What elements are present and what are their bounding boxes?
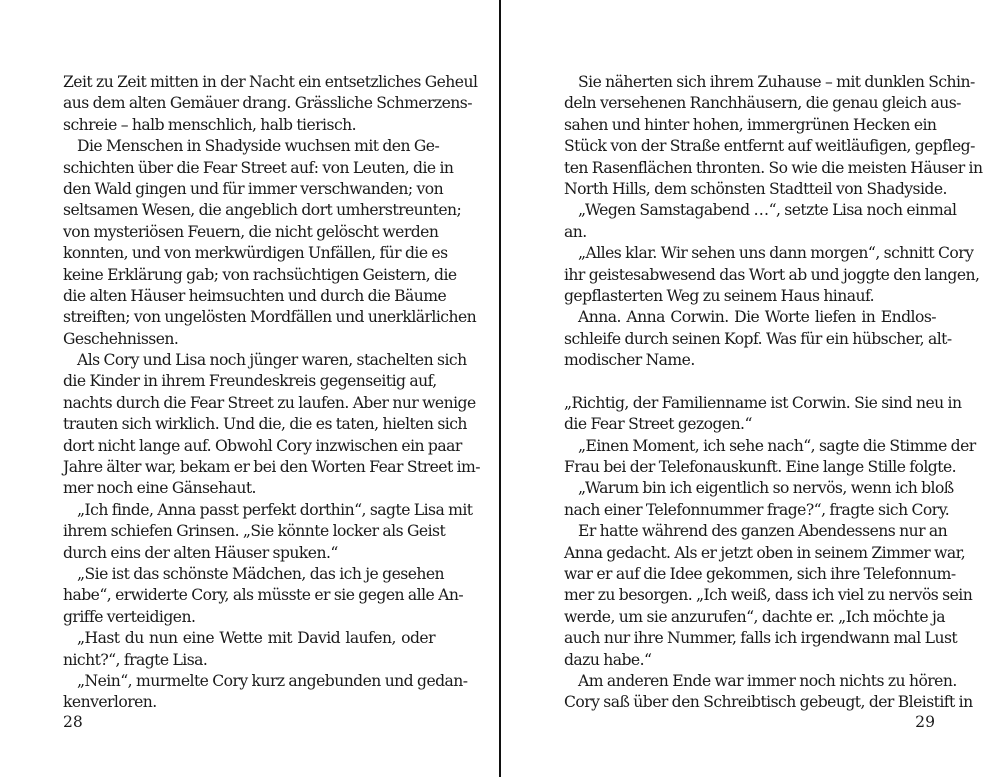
text-line: von mysteriösen Feuern, die nicht gelöscht werden [63,222,439,241]
text-line: modischer Name. [564,351,695,370]
text-line: Anna gedacht. Als er jetzt oben in seinem Zimmer war, [564,543,966,562]
text-line: werde, um sie anzurufen“, dachte er. „Ich möchte ja [564,607,945,626]
text-line: aus dem alten Gemäuer drang. Grässliche Schmerzens- [63,94,472,113]
text-line: Er hatte während des ganzen Abendessens nur an [578,522,948,541]
text-line: deln versehenen Ranchhäusern, die genau gleich aus- [564,94,961,113]
page-number: 28 [63,713,83,731]
text-line: den Wald gingen und für immer verschwanden; von [63,179,444,198]
text-line: „Alles klar. Wir sehen uns dann morgen“, schnitt Cory [578,244,974,263]
text-line: habe“, erwiderte Cory, als müsste er sie gegen alle An- [63,586,464,605]
text-line: an. [564,222,587,241]
text-line: „Sie ist das schönste Mädchen, das ich je gesehen [77,564,445,583]
text-line: ten Rasenflächen thronten. So wie die meisten Häuser in [564,158,983,177]
text-line: seltsamen Wesen, die angeblich dort umherstreunten; [63,201,462,220]
text-line: die Fear Street gezogen.“ [564,415,752,434]
text-line: kenverloren. [63,693,157,712]
text-line: „Einen Moment, ich sehe nach“, sagte die Stimme der [578,436,976,455]
text-line: dort nicht lange auf. Obwohl Cory inzwischen ein paar [63,436,462,455]
page-number: 29 [915,713,935,731]
text-line: schleife durch seinen Kopf. Was für ein hübscher, alt- [564,329,952,348]
right-page [501,0,1000,777]
text-line: „Richtig, der Familienname ist Corwin. Sie sind neu in [564,393,962,412]
left-page-text [63,72,480,714]
text-line: Stück von der Straße entfernt auf weitläufigen, gepfleg- [564,137,975,156]
text-line: ihr geistesabwesend das Wort ab und joggte den langen, [564,265,980,284]
text-line: „Nein“, murmelte Cory kurz angebunden und gedan- [77,671,468,690]
text-line: konnten, und von merkwürdigen Unfällen, für die es [63,244,448,263]
text-line: „Hast du nun eine Wette mit David laufen, oder [77,629,435,648]
text-line: griffe verteidigen. [63,607,196,626]
text-line: die alten Häuser heimsuchten und durch die Bäume [63,286,447,305]
text-line: Zeit zu Zeit mitten in der Nacht ein entsetzliches Geheul [63,73,478,91]
text-line: nachts durch die Fear Street zu laufen. Aber nur wenige [63,393,476,412]
text-line: dazu habe.“ [564,650,652,669]
left-page [0,0,499,777]
text-line: mer noch eine Gänsehaut. [63,479,256,498]
text-line: trauten sich wirklich. Und die, die es taten, hielten sich [63,415,467,434]
text-line: nicht?“, fragte Lisa. [63,650,208,669]
text-line: Frau bei der Telefonauskunft. Eine lange Stille folgte. [564,458,957,477]
text-line: „Warum bin ich eigentlich so nervös, wenn ich bloß [578,479,954,498]
section-break [564,371,936,392]
text-line: war er auf die Idee gekommen, sich ihre Telefonnum- [564,564,956,583]
text-line: „Ich finde, Anna passt perfekt dorthin“, sagte Lisa mit [77,500,473,519]
text-line: keine Erklärung gab; von rachsüchtigen Geistern, die [63,265,457,284]
text-line: Als Cory und Lisa noch jünger waren, stachelten sich [77,351,467,370]
text-line: die Kinder in ihrem Freundeskreis gegenseitig auf, [63,372,437,391]
text-line: schreie – halb menschlich, halb tierisch. [63,115,357,134]
text-line: North Hills, dem schönsten Stadtteil von Shadyside. [564,179,947,198]
text-line: schichten über die Fear Street auf: von Leuten, die in [63,158,454,177]
text-line: Am anderen Ende war immer noch nichts zu hören. [578,671,957,690]
text-line: Die Menschen in Shadyside wuchsen mit den Ge- [77,137,440,156]
text-line: nach einer Telefonnummer frage?“, fragte sich Cory. [564,500,950,519]
text-line: Sie näherten sich ihrem Zuhause – mit dunklen Schin- [578,73,975,91]
text-line: durch eins der alten Häuser spuken.“ [63,543,338,562]
text-line: auch nur ihre Nummer, falls ich irgendwann mal Lust [564,629,958,648]
text-line: streiften; von ungelösten Mordfällen und unerklärlichen [63,308,477,327]
text-line: Jahre älter war, bekam er bei den Worten Fear Street im- [63,458,480,477]
text-line: mer zu besorgen. „Ich weiß, dass ich viel zu nervös sein [564,586,973,605]
text-line: Geschehnissen. [63,329,179,348]
text-line: gepflasterten Weg zu seinem Haus hinauf. [564,286,875,305]
text-line: sahen und hinter hohen, immergrünen Hecken ein [564,115,937,134]
text-line: ihrem schiefen Grinsen. „Sie könnte locker als Geist [63,522,446,541]
right-page-text [564,72,983,714]
text-line: „Wegen Samstagabend …“, setzte Lisa noch einmal [578,201,957,220]
text-line: Anna. Anna Corwin. Die Worte liefen in Endlos- [578,308,936,327]
text-line: Cory saß über den Schreibtisch gebeugt, der Bleistift in [564,693,973,712]
